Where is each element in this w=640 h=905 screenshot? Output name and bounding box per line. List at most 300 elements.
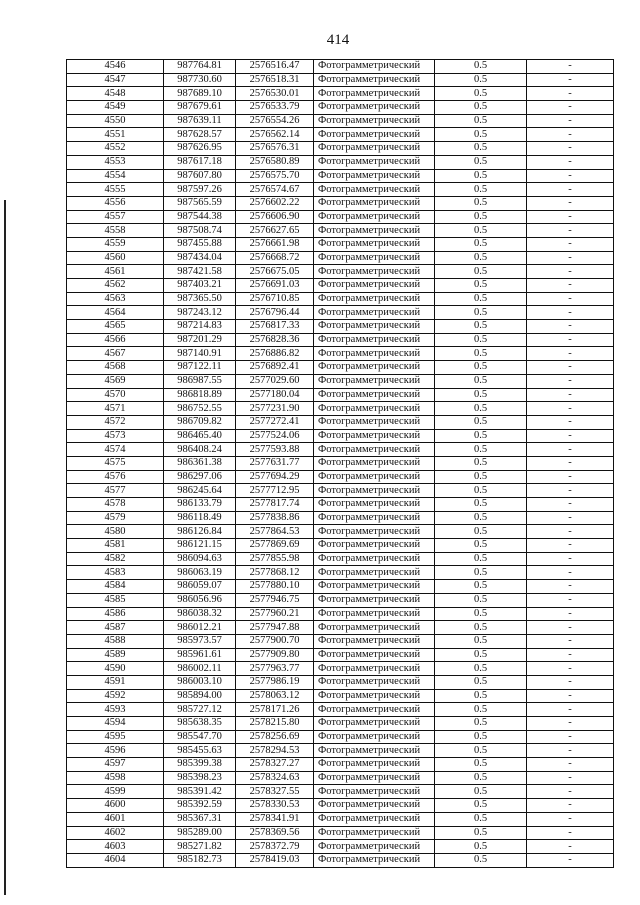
x-coordinate-cell: 986752.55 [164,402,236,416]
note-cell: - [527,662,614,676]
point-number-cell: 4560 [67,251,164,265]
accuracy-cell: 0.5 [435,333,527,347]
y-coordinate-cell: 2577180.04 [236,388,314,402]
method-cell: Фотограмметрический [314,675,435,689]
table-row [67,593,614,607]
y-coordinate-cell: 2576828.36 [236,333,314,347]
table-row [67,265,614,279]
point-number-cell: 4584 [67,580,164,594]
y-coordinate-cell: 2577864.53 [236,525,314,539]
point-number-cell: 4600 [67,799,164,813]
accuracy-cell: 0.5 [435,388,527,402]
accuracy-cell: 0.5 [435,498,527,512]
x-coordinate-cell: 986059.07 [164,580,236,594]
note-cell: - [527,470,614,484]
note-cell: - [527,580,614,594]
note-cell: - [527,142,614,156]
note-cell: - [527,155,614,169]
table-row [67,675,614,689]
x-coordinate-cell: 985398.23 [164,771,236,785]
point-number-cell: 4572 [67,415,164,429]
point-number-cell: 4568 [67,361,164,375]
y-coordinate-cell: 2577909.80 [236,648,314,662]
y-coordinate-cell: 2576606.90 [236,210,314,224]
accuracy-cell: 0.5 [435,621,527,635]
accuracy-cell: 0.5 [435,279,527,293]
accuracy-cell: 0.5 [435,415,527,429]
note-cell: - [527,498,614,512]
y-coordinate-cell: 2577029.60 [236,374,314,388]
method-cell: Фотограмметрический [314,470,435,484]
x-coordinate-cell: 985182.73 [164,853,236,867]
method-cell: Фотограмметрический [314,689,435,703]
method-cell: Фотограмметрический [314,552,435,566]
point-number-cell: 4596 [67,744,164,758]
method-cell: Фотограмметрический [314,826,435,840]
x-coordinate-cell: 987421.58 [164,265,236,279]
y-coordinate-cell: 2576516.47 [236,60,314,74]
note-cell: - [527,840,614,854]
x-coordinate-cell: 987626.95 [164,142,236,156]
accuracy-cell: 0.5 [435,607,527,621]
point-number-cell: 4601 [67,812,164,826]
y-coordinate-cell: 2577869.69 [236,539,314,553]
point-number-cell: 4566 [67,333,164,347]
y-coordinate-cell: 2576518.31 [236,73,314,87]
point-number-cell: 4587 [67,621,164,635]
accuracy-cell: 0.5 [435,265,527,279]
y-coordinate-cell: 2577947.88 [236,621,314,635]
point-number-cell: 4552 [67,142,164,156]
point-number-cell: 4548 [67,87,164,101]
y-coordinate-cell: 2578324.63 [236,771,314,785]
table-row [67,60,614,74]
table-row [67,511,614,525]
method-cell: Фотограмметрический [314,402,435,416]
y-coordinate-cell: 2576886.82 [236,347,314,361]
table-row [67,251,614,265]
x-coordinate-cell: 987730.60 [164,73,236,87]
method-cell: Фотограмметрический [314,662,435,676]
accuracy-cell: 0.5 [435,183,527,197]
method-cell: Фотограмметрический [314,456,435,470]
method-cell: Фотограмметрический [314,607,435,621]
note-cell: - [527,114,614,128]
x-coordinate-cell: 986002.11 [164,662,236,676]
table-row [67,429,614,443]
y-coordinate-cell: 2576575.70 [236,169,314,183]
x-coordinate-cell: 986063.19 [164,566,236,580]
note-cell: - [527,511,614,525]
note-cell: - [527,552,614,566]
y-coordinate-cell: 2576602.22 [236,196,314,210]
table-row [67,196,614,210]
note-cell: - [527,251,614,265]
x-coordinate-cell: 987214.83 [164,320,236,334]
table-row [67,361,614,375]
table-row [67,128,614,142]
point-number-cell: 4549 [67,101,164,115]
table-row [67,456,614,470]
y-coordinate-cell: 2576574.67 [236,183,314,197]
point-number-cell: 4574 [67,443,164,457]
method-cell: Фотограмметрический [314,703,435,717]
point-number-cell: 4547 [67,73,164,87]
x-coordinate-cell: 986094.63 [164,552,236,566]
point-number-cell: 4557 [67,210,164,224]
method-cell: Фотограмметрический [314,621,435,635]
x-coordinate-cell: 985392.59 [164,799,236,813]
x-coordinate-cell: 985391.42 [164,785,236,799]
y-coordinate-cell: 2578369.56 [236,826,314,840]
point-number-cell: 4582 [67,552,164,566]
accuracy-cell: 0.5 [435,484,527,498]
point-number-cell: 4556 [67,196,164,210]
note-cell: - [527,429,614,443]
point-number-cell: 4558 [67,224,164,238]
y-coordinate-cell: 2578419.03 [236,853,314,867]
x-coordinate-cell: 986465.40 [164,429,236,443]
x-coordinate-cell: 986126.84 [164,525,236,539]
point-number-cell: 4564 [67,306,164,320]
x-coordinate-cell: 985961.61 [164,648,236,662]
accuracy-cell: 0.5 [435,60,527,74]
method-cell: Фотограмметрический [314,539,435,553]
accuracy-cell: 0.5 [435,703,527,717]
accuracy-cell: 0.5 [435,525,527,539]
method-cell: Фотограмметрический [314,347,435,361]
accuracy-cell: 0.5 [435,675,527,689]
accuracy-cell: 0.5 [435,634,527,648]
method-cell: Фотограмметрический [314,484,435,498]
table-row [67,785,614,799]
accuracy-cell: 0.5 [435,73,527,87]
y-coordinate-cell: 2577231.90 [236,402,314,416]
point-number-cell: 4581 [67,539,164,553]
accuracy-cell: 0.5 [435,689,527,703]
method-cell: Фотограмметрический [314,443,435,457]
table-row [67,415,614,429]
y-coordinate-cell: 2576530.01 [236,87,314,101]
y-coordinate-cell: 2578256.69 [236,730,314,744]
note-cell: - [527,101,614,115]
method-cell: Фотограмметрический [314,525,435,539]
table-row [67,73,614,87]
note-cell: - [527,593,614,607]
point-number-cell: 4562 [67,279,164,293]
point-number-cell: 4603 [67,840,164,854]
note-cell: - [527,347,614,361]
method-cell: Фотограмметрический [314,114,435,128]
note-cell: - [527,744,614,758]
method-cell: Фотограмметрический [314,251,435,265]
accuracy-cell: 0.5 [435,812,527,826]
note-cell: - [527,388,614,402]
table-row [67,826,614,840]
method-cell: Фотограмметрический [314,717,435,731]
y-coordinate-cell: 2577631.77 [236,456,314,470]
x-coordinate-cell: 985894.00 [164,689,236,703]
accuracy-cell: 0.5 [435,251,527,265]
y-coordinate-cell: 2576796.44 [236,306,314,320]
x-coordinate-cell: 986987.55 [164,374,236,388]
method-cell: Фотограмметрический [314,142,435,156]
y-coordinate-cell: 2576580.89 [236,155,314,169]
x-coordinate-cell: 986133.79 [164,498,236,512]
accuracy-cell: 0.5 [435,648,527,662]
note-cell: - [527,237,614,251]
point-number-cell: 4597 [67,758,164,772]
point-number-cell: 4565 [67,320,164,334]
table-row [67,621,614,635]
method-cell: Фотограмметрический [314,333,435,347]
table-row [67,648,614,662]
note-cell: - [527,456,614,470]
method-cell: Фотограмметрический [314,169,435,183]
note-cell: - [527,415,614,429]
table-row [67,279,614,293]
note-cell: - [527,183,614,197]
y-coordinate-cell: 2576533.79 [236,101,314,115]
method-cell: Фотограмметрический [314,730,435,744]
x-coordinate-cell: 985399.38 [164,758,236,772]
table-row [67,840,614,854]
x-coordinate-cell: 987544.38 [164,210,236,224]
x-coordinate-cell: 986408.24 [164,443,236,457]
method-cell: Фотограмметрический [314,593,435,607]
table-row [67,662,614,676]
method-cell: Фотограмметрический [314,758,435,772]
x-coordinate-cell: 986012.21 [164,621,236,635]
method-cell: Фотограмметрический [314,73,435,87]
note-cell: - [527,730,614,744]
table-row [67,525,614,539]
y-coordinate-cell: 2576817.33 [236,320,314,334]
table-row [67,169,614,183]
accuracy-cell: 0.5 [435,443,527,457]
y-coordinate-cell: 2577524.06 [236,429,314,443]
table-body [67,60,614,868]
point-number-cell: 4554 [67,169,164,183]
accuracy-cell: 0.5 [435,580,527,594]
table-row [67,347,614,361]
accuracy-cell: 0.5 [435,114,527,128]
y-coordinate-cell: 2576710.85 [236,292,314,306]
method-cell: Фотограмметрический [314,361,435,375]
accuracy-cell: 0.5 [435,142,527,156]
x-coordinate-cell: 985638.35 [164,717,236,731]
method-cell: Фотограмметрический [314,183,435,197]
table-row [67,470,614,484]
x-coordinate-cell: 987201.29 [164,333,236,347]
note-cell: - [527,566,614,580]
accuracy-cell: 0.5 [435,210,527,224]
x-coordinate-cell: 987607.80 [164,169,236,183]
note-cell: - [527,607,614,621]
x-coordinate-cell: 987508.74 [164,224,236,238]
note-cell: - [527,292,614,306]
method-cell: Фотограмметрический [314,744,435,758]
note-cell: - [527,621,614,635]
x-coordinate-cell: 987679.61 [164,101,236,115]
note-cell: - [527,224,614,238]
table-row [67,744,614,758]
note-cell: - [527,675,614,689]
point-number-cell: 4571 [67,402,164,416]
y-coordinate-cell: 2578215.80 [236,717,314,731]
table-row [67,552,614,566]
x-coordinate-cell: 985271.82 [164,840,236,854]
table-row [67,142,614,156]
y-coordinate-cell: 2577963.77 [236,662,314,676]
table-row [67,306,614,320]
table-row [67,101,614,115]
point-number-cell: 4579 [67,511,164,525]
y-coordinate-cell: 2578341.91 [236,812,314,826]
table-row [67,183,614,197]
accuracy-cell: 0.5 [435,662,527,676]
method-cell: Фотограмметрический [314,498,435,512]
x-coordinate-cell: 987434.04 [164,251,236,265]
point-number-cell: 4589 [67,648,164,662]
note-cell: - [527,812,614,826]
note-cell: - [527,374,614,388]
accuracy-cell: 0.5 [435,730,527,744]
accuracy-cell: 0.5 [435,853,527,867]
y-coordinate-cell: 2577855.98 [236,552,314,566]
accuracy-cell: 0.5 [435,320,527,334]
note-cell: - [527,169,614,183]
note-cell: - [527,306,614,320]
y-coordinate-cell: 2576668.72 [236,251,314,265]
y-coordinate-cell: 2576554.26 [236,114,314,128]
note-cell: - [527,361,614,375]
point-number-cell: 4575 [67,456,164,470]
y-coordinate-cell: 2576562.14 [236,128,314,142]
table-row [67,402,614,416]
method-cell: Фотограмметрический [314,580,435,594]
accuracy-cell: 0.5 [435,456,527,470]
note-cell: - [527,648,614,662]
y-coordinate-cell: 2577817.74 [236,498,314,512]
y-coordinate-cell: 2578327.55 [236,785,314,799]
accuracy-cell: 0.5 [435,361,527,375]
y-coordinate-cell: 2577838.86 [236,511,314,525]
x-coordinate-cell: 985727.12 [164,703,236,717]
method-cell: Фотограмметрический [314,128,435,142]
point-number-cell: 4546 [67,60,164,74]
y-coordinate-cell: 2577593.88 [236,443,314,457]
x-coordinate-cell: 986818.89 [164,388,236,402]
y-coordinate-cell: 2577694.29 [236,470,314,484]
point-number-cell: 4555 [67,183,164,197]
point-number-cell: 4590 [67,662,164,676]
point-number-cell: 4567 [67,347,164,361]
x-coordinate-cell: 987365.50 [164,292,236,306]
accuracy-cell: 0.5 [435,826,527,840]
x-coordinate-cell: 987122.11 [164,361,236,375]
x-coordinate-cell: 987140.91 [164,347,236,361]
table-row [67,771,614,785]
table-row [67,320,614,334]
accuracy-cell: 0.5 [435,155,527,169]
x-coordinate-cell: 986297.06 [164,470,236,484]
point-number-cell: 4551 [67,128,164,142]
point-number-cell: 4591 [67,675,164,689]
y-coordinate-cell: 2576892.41 [236,361,314,375]
table-row [67,87,614,101]
note-cell: - [527,525,614,539]
table-row [67,730,614,744]
accuracy-cell: 0.5 [435,306,527,320]
note-cell: - [527,402,614,416]
y-coordinate-cell: 2577712.95 [236,484,314,498]
point-number-cell: 4594 [67,717,164,731]
x-coordinate-cell: 986056.96 [164,593,236,607]
x-coordinate-cell: 985455.63 [164,744,236,758]
point-number-cell: 4578 [67,498,164,512]
accuracy-cell: 0.5 [435,101,527,115]
point-number-cell: 4592 [67,689,164,703]
method-cell: Фотограмметрический [314,196,435,210]
y-coordinate-cell: 2578372.79 [236,840,314,854]
x-coordinate-cell: 987403.21 [164,279,236,293]
point-number-cell: 4559 [67,237,164,251]
y-coordinate-cell: 2578171.26 [236,703,314,717]
accuracy-cell: 0.5 [435,771,527,785]
table-row [67,799,614,813]
point-number-cell: 4598 [67,771,164,785]
table-row [67,758,614,772]
method-cell: Фотограмметрический [314,210,435,224]
table-row [67,443,614,457]
accuracy-cell: 0.5 [435,840,527,854]
table-row [67,566,614,580]
point-number-cell: 4569 [67,374,164,388]
method-cell: Фотограмметрический [314,785,435,799]
binding-line [4,200,6,895]
accuracy-cell: 0.5 [435,374,527,388]
accuracy-cell: 0.5 [435,292,527,306]
table-row [67,374,614,388]
x-coordinate-cell: 986245.64 [164,484,236,498]
y-coordinate-cell: 2577272.41 [236,415,314,429]
table-row [67,607,614,621]
note-cell: - [527,279,614,293]
method-cell: Фотограмметрический [314,812,435,826]
x-coordinate-cell: 985973.57 [164,634,236,648]
method-cell: Фотограмметрический [314,224,435,238]
x-coordinate-cell: 987455.88 [164,237,236,251]
accuracy-cell: 0.5 [435,429,527,443]
note-cell: - [527,853,614,867]
y-coordinate-cell: 2576661.98 [236,237,314,251]
x-coordinate-cell: 986003.10 [164,675,236,689]
note-cell: - [527,785,614,799]
method-cell: Фотограмметрический [314,415,435,429]
y-coordinate-cell: 2578330.53 [236,799,314,813]
point-number-cell: 4599 [67,785,164,799]
method-cell: Фотограмметрический [314,279,435,293]
x-coordinate-cell: 986361.38 [164,456,236,470]
method-cell: Фотограмметрический [314,511,435,525]
y-coordinate-cell: 2576691.03 [236,279,314,293]
point-number-cell: 4583 [67,566,164,580]
accuracy-cell: 0.5 [435,799,527,813]
table-row [67,155,614,169]
method-cell: Фотограмметрический [314,388,435,402]
table-row [67,717,614,731]
